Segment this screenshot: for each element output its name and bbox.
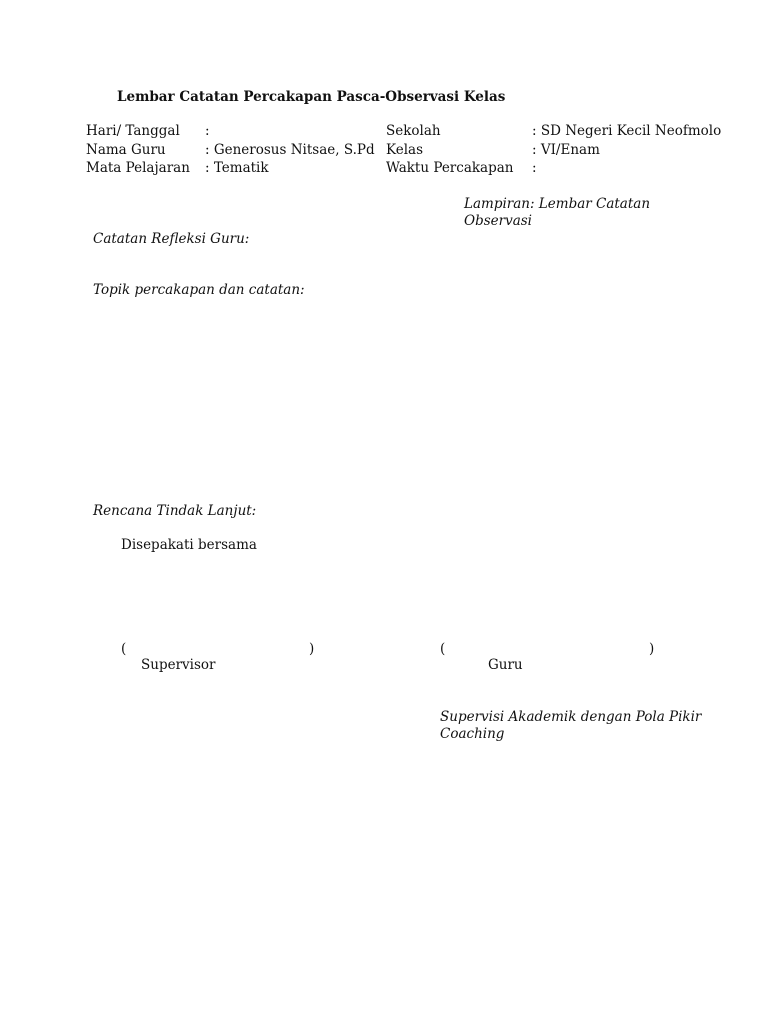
class-value: : VI/Enam: [532, 142, 600, 158]
supervisor-signature-open-paren: (: [121, 641, 127, 657]
teacher-name-label: Nama Guru: [86, 142, 166, 158]
teacher-name-value: : Generosus Nitsae, S.Pd: [205, 142, 375, 158]
day-date-value: :: [205, 123, 210, 139]
subject-value: : Tematik: [205, 160, 269, 176]
attachment-note-line2: Observasi: [464, 213, 533, 229]
follow-up-plan-heading: Rencana Tindak Lanjut:: [93, 503, 257, 519]
agreed-together-text: Disepakati bersama: [121, 537, 257, 553]
conversation-time-label: Waktu Percakapan: [386, 160, 514, 176]
day-date-label: Hari/ Tanggal: [86, 123, 180, 139]
school-value: : SD Negeri Kecil Neofmolo: [532, 123, 722, 139]
teacher-reflection-heading: Catatan Refleksi Guru:: [93, 231, 250, 247]
supervisor-signature-close-paren: ): [309, 641, 315, 657]
subject-label: Mata Pelajaran: [86, 160, 190, 176]
footer-note-line1: Supervisi Akademik dengan Pola Pikir: [440, 709, 702, 725]
school-label: Sekolah: [386, 123, 441, 139]
teacher-signature-open-paren: (: [440, 641, 446, 657]
teacher-label: Guru: [488, 657, 523, 673]
teacher-signature-close-paren: ): [649, 641, 655, 657]
topics-heading: Topik percakapan dan catatan:: [93, 282, 305, 298]
conversation-time-value: :: [532, 160, 537, 176]
class-label: Kelas: [386, 142, 424, 158]
attachment-note-line1: Lampiran: Lembar Catatan: [464, 196, 651, 212]
supervisor-label: Supervisor: [141, 657, 216, 673]
footer-note-line2: Coaching: [440, 726, 505, 742]
document-title: Lembar Catatan Percakapan Pasca-Observasi Kelas: [117, 89, 506, 105]
